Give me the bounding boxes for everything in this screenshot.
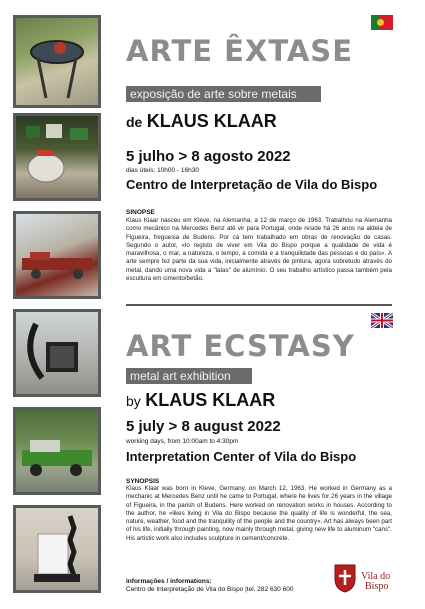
uk-flag-icon xyxy=(371,313,393,328)
venue-pt: Centro de Interpretação de Vila do Bispo xyxy=(126,177,378,192)
dates-pt: 5 julho > 8 agosto 2022 xyxy=(126,148,291,165)
municipality-logo xyxy=(333,563,395,595)
dates-en: 5 july > 8 august 2022 xyxy=(126,418,281,435)
artwork-photo-2 xyxy=(13,113,101,201)
page-title-en: ART ECSTASY xyxy=(126,329,355,363)
subtitle-band-pt: exposição de arte sobre metais xyxy=(126,86,321,102)
logo-text-line1: Vila do xyxy=(361,571,391,582)
page-title-pt: ARTE ÊXTASE xyxy=(126,34,353,68)
portugal-flag-icon xyxy=(371,15,393,30)
logo-text-line2: Bispo xyxy=(365,581,389,592)
artist-prefix-en: by xyxy=(126,393,141,409)
synopsis-text-pt: Klaus Klaar nasceu em Kleve, na Alemanha, a 12 de março de 1963. Trabalhou na Alemanha como mecânico na Mercedes Benz até vir para Portugal, onde reside há 26 anos na aldeia de Figueira, freguesia de Budens. Por cá tem trabalhado em obras de renovação de casas. Segundo o autor, «lo registo de viver em Vila do Bispo porque a qualidade de vida é maravilhosa, o mar, a natureza, o tempo, a comida e a tranquilidade das pessoas e do país». A arte sempre fez parte da sua vida, inicialmente através de pintura, agora sobretudo através do metal, dando uma nova vida a "latas" de alumínio. O seu trabalho artístico passa também pela escultura em cimento/betão. xyxy=(126,217,392,283)
contact-info xyxy=(126,578,293,594)
synopsis-heading-en: SYNOPSIS xyxy=(126,478,160,485)
artwork-photo-3 xyxy=(13,211,101,299)
info-heading: informações / informations: xyxy=(126,578,212,585)
synopsis-heading-pt: SINOPSE xyxy=(126,209,155,216)
crest-icon xyxy=(333,563,357,593)
hours-en: working days, from 10:00am to 4:30pm xyxy=(126,438,239,445)
artwork-photo-5 xyxy=(13,407,101,495)
artist-name-pt: KLAUS KLAAR xyxy=(146,111,277,131)
subtitle-band-en: metal art exhibition xyxy=(126,368,252,384)
artist-name-en: KLAUS KLAAR xyxy=(145,390,276,410)
artwork-photo-4 xyxy=(13,309,101,397)
artist-line-en xyxy=(126,390,275,411)
synopsis-text-en: Klaus Klaar was born in Kleve, Germany, on March 12, 1963. He worked in Germany as a mechanic at Mercedes Benz until he came to Portugal, where he lives for 26 years in the village of Figueira, in the parish of Budens. Here worked on renovation works in houses. According to the author, he «likes living in Vila do Bispo because the quality of life is wonderful, the sea, nature, weather, food and the tranquility of the people and the country». Art has always been part of his life, initially through painting, now mainly through metal, giving new life to aluminum "cans". His artistic work also includes sculpture in cement/concrete. xyxy=(126,485,392,542)
venue-en: Interpretation Center of Vila do Bispo xyxy=(126,449,357,464)
info-text: Centro de Interpretação de Vila do Bispo |tel. 282 630 600 xyxy=(126,586,294,593)
artwork-photo-6 xyxy=(13,505,101,593)
artist-prefix-pt: de xyxy=(126,114,143,130)
artist-line-pt xyxy=(126,111,277,132)
hours-pt: dias úteis: 10h00 - 16h30 xyxy=(126,167,199,174)
section-divider xyxy=(126,304,392,306)
artwork-photo-1 xyxy=(13,15,101,108)
